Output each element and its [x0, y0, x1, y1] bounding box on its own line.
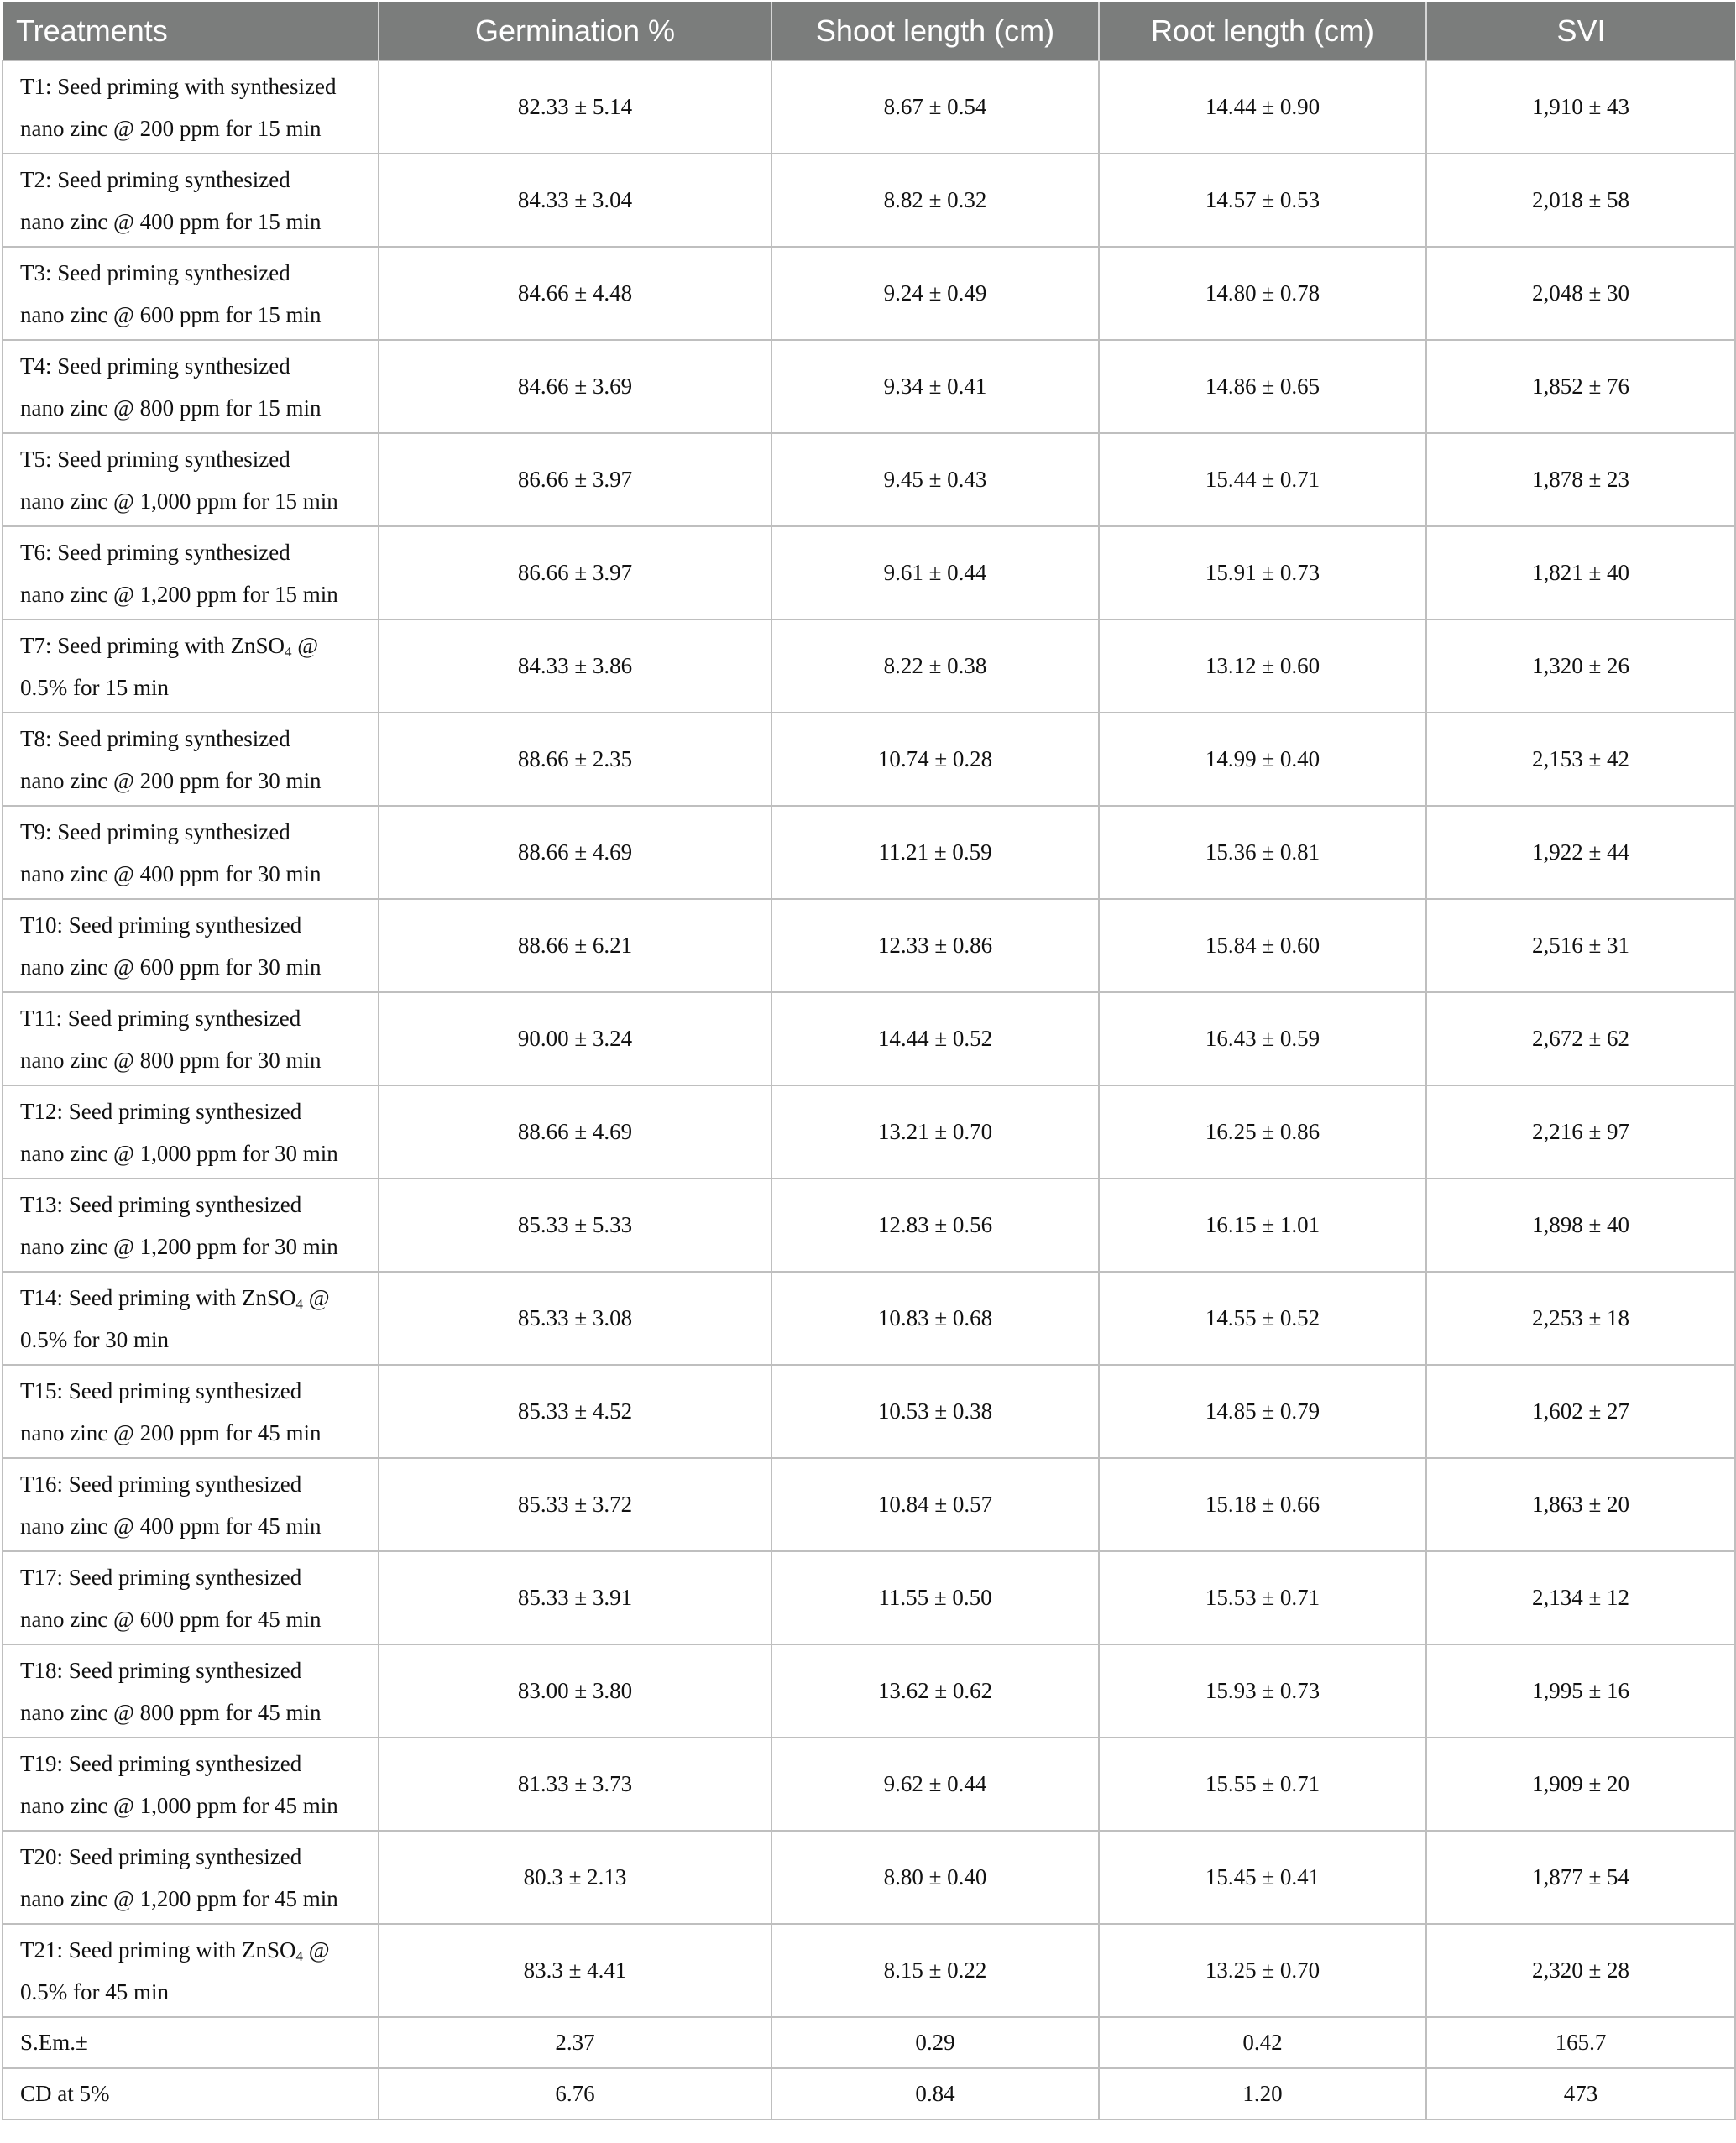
treatment-line1: T8: Seed priming synthesized — [20, 725, 290, 751]
treatment-cell — [3, 1924, 379, 2017]
root-length-cell: 15.44 ± 0.71 — [1099, 433, 1426, 526]
shoot-length-cell: 0.29 — [771, 2017, 1099, 2068]
treatment-line2: nano zinc @ 400 ppm for 30 min — [20, 860, 322, 886]
footer-label: CD at 5% — [3, 2068, 379, 2119]
shoot-length-cell: 11.21 ± 0.59 — [771, 806, 1099, 899]
treatment-line2: nano zinc @ 1,200 ppm for 15 min — [20, 581, 338, 607]
treatment-line1: T5: Seed priming synthesized — [20, 446, 290, 472]
treatment-line2: nano zinc @ 1,000 ppm for 15 min — [20, 488, 338, 514]
treatment-cell — [3, 713, 379, 806]
header-row — [3, 2, 1735, 60]
germination-cell: 84.66 ± 3.69 — [379, 340, 771, 433]
header-root-length: Root length (cm) — [1099, 2, 1426, 60]
treatment-line2: nano zinc @ 800 ppm for 45 min — [20, 1699, 322, 1725]
treatment-line2: nano zinc @ 200 ppm for 15 min — [20, 115, 322, 141]
germination-cell: 88.66 ± 4.69 — [379, 1085, 771, 1179]
svi-cell: 1,909 ± 20 — [1426, 1738, 1735, 1831]
table-row — [3, 899, 1735, 992]
root-length-cell: 14.99 ± 0.40 — [1099, 713, 1426, 806]
germination-cell: 84.33 ± 3.04 — [379, 154, 771, 247]
svi-cell: 1,320 ± 26 — [1426, 619, 1735, 713]
svi-cell: 2,134 ± 12 — [1426, 1551, 1735, 1644]
root-length-cell: 14.44 ± 0.90 — [1099, 60, 1426, 154]
treatment-line2: nano zinc @ 600 ppm for 30 min — [20, 954, 322, 980]
shoot-length-cell: 14.44 ± 0.52 — [771, 992, 1099, 1085]
table-row — [3, 1272, 1735, 1365]
table-row — [3, 992, 1735, 1085]
root-length-cell: 15.45 ± 0.41 — [1099, 1831, 1426, 1924]
svi-cell: 1,878 ± 23 — [1426, 433, 1735, 526]
germination-cell: 88.66 ± 2.35 — [379, 713, 771, 806]
treatment-line1: T11: Seed priming synthesized — [20, 1005, 301, 1031]
svi-cell: 1,602 ± 27 — [1426, 1365, 1735, 1458]
treatment-line1: T14: Seed priming with ZnSO — [20, 1284, 296, 1310]
root-length-cell: 14.80 ± 0.78 — [1099, 247, 1426, 340]
svi-cell: 2,516 ± 31 — [1426, 899, 1735, 992]
treatment-line1: T21: Seed priming with ZnSO — [20, 1937, 296, 1963]
svi-cell: 1,910 ± 43 — [1426, 60, 1735, 154]
svi-cell: 2,153 ± 42 — [1426, 713, 1735, 806]
table-row — [3, 1924, 1735, 2017]
shoot-length-cell: 10.53 ± 0.38 — [771, 1365, 1099, 1458]
treatment-line2: 0.5% for 45 min — [20, 1978, 169, 2004]
germination-cell: 81.33 ± 3.73 — [379, 1738, 771, 1831]
root-length-cell: 16.15 ± 1.01 — [1099, 1179, 1426, 1272]
svi-cell: 1,898 ± 40 — [1426, 1179, 1735, 1272]
treatment-line2: nano zinc @ 600 ppm for 45 min — [20, 1606, 322, 1632]
shoot-length-cell: 8.80 ± 0.40 — [771, 1831, 1099, 1924]
treatment-line2: nano zinc @ 400 ppm for 15 min — [20, 208, 322, 234]
germination-cell: 83.00 ± 3.80 — [379, 1644, 771, 1738]
treatment-line2: 0.5% for 15 min — [20, 674, 169, 700]
table-row — [3, 433, 1735, 526]
table-row — [3, 806, 1735, 899]
footer-label: S.Em.± — [3, 2017, 379, 2068]
shoot-length-cell: 9.24 ± 0.49 — [771, 247, 1099, 340]
treatment-line1: T9: Seed priming synthesized — [20, 818, 290, 844]
germination-cell: 85.33 ± 4.52 — [379, 1365, 771, 1458]
treatment-line1: T10: Seed priming synthesized — [20, 912, 302, 938]
svi-cell: 1,922 ± 44 — [1426, 806, 1735, 899]
germination-cell: 90.00 ± 3.24 — [379, 992, 771, 1085]
root-length-cell: 14.57 ± 0.53 — [1099, 154, 1426, 247]
treatment-line1: T20: Seed priming synthesized — [20, 1843, 302, 1869]
treatment-cell — [3, 806, 379, 899]
treatment-line2: nano zinc @ 800 ppm for 15 min — [20, 395, 322, 421]
table-row — [3, 154, 1735, 247]
root-length-cell: 13.25 ± 0.70 — [1099, 1924, 1426, 2017]
svi-cell: 2,216 ± 97 — [1426, 1085, 1735, 1179]
shoot-length-cell: 12.83 ± 0.56 — [771, 1179, 1099, 1272]
shoot-length-cell: 9.62 ± 0.44 — [771, 1738, 1099, 1831]
germination-cell: 85.33 ± 3.08 — [379, 1272, 771, 1365]
root-length-cell: 15.36 ± 0.81 — [1099, 806, 1426, 899]
shoot-length-cell: 10.84 ± 0.57 — [771, 1458, 1099, 1551]
treatment-cell — [3, 154, 379, 247]
germination-cell: 82.33 ± 5.14 — [379, 60, 771, 154]
treatment-line1: T16: Seed priming synthesized — [20, 1471, 302, 1497]
treatment-cell — [3, 992, 379, 1085]
shoot-length-cell: 8.67 ± 0.54 — [771, 60, 1099, 154]
treatment-line1: T2: Seed priming synthesized — [20, 166, 290, 192]
treatment-cell — [3, 899, 379, 992]
treatment-line1-suffix: @ — [302, 1284, 330, 1310]
root-length-cell: 15.55 ± 0.71 — [1099, 1738, 1426, 1831]
table-row — [3, 340, 1735, 433]
germination-cell: 86.66 ± 3.97 — [379, 433, 771, 526]
treatment-cell — [3, 1738, 379, 1831]
svi-cell: 2,018 ± 58 — [1426, 154, 1735, 247]
svi-cell: 1,877 ± 54 — [1426, 1831, 1735, 1924]
germination-cell: 6.76 — [379, 2068, 771, 2119]
germination-cell: 84.33 ± 3.86 — [379, 619, 771, 713]
treatment-line1-suffix: @ — [302, 1937, 330, 1963]
shoot-length-cell: 10.83 ± 0.68 — [771, 1272, 1099, 1365]
treatment-cell — [3, 60, 379, 154]
root-length-cell: 15.93 ± 0.73 — [1099, 1644, 1426, 1738]
shoot-length-cell: 0.84 — [771, 2068, 1099, 2119]
treatment-line2: 0.5% for 30 min — [20, 1326, 169, 1352]
table-row — [3, 526, 1735, 619]
svi-cell: 2,672 ± 62 — [1426, 992, 1735, 1085]
table-row — [3, 247, 1735, 340]
treatment-cell — [3, 526, 379, 619]
table-row — [3, 1738, 1735, 1831]
table-row — [3, 1458, 1735, 1551]
shoot-length-cell: 13.21 ± 0.70 — [771, 1085, 1099, 1179]
svi-cell: 2,048 ± 30 — [1426, 247, 1735, 340]
table-row — [3, 1365, 1735, 1458]
treatment-cell — [3, 1179, 379, 1272]
germination-cell: 85.33 ± 5.33 — [379, 1179, 771, 1272]
root-length-cell: 15.91 ± 0.73 — [1099, 526, 1426, 619]
germination-cell: 80.3 ± 2.13 — [379, 1831, 771, 1924]
svi-cell: 2,253 ± 18 — [1426, 1272, 1735, 1365]
shoot-length-cell: 12.33 ± 0.86 — [771, 899, 1099, 992]
table-row — [3, 60, 1735, 154]
treatment-cell — [3, 1644, 379, 1738]
svi-cell: 473 — [1426, 2068, 1735, 2119]
treatment-cell — [3, 1458, 379, 1551]
shoot-length-cell: 9.61 ± 0.44 — [771, 526, 1099, 619]
root-length-cell: 14.55 ± 0.52 — [1099, 1272, 1426, 1365]
svi-cell: 1,852 ± 76 — [1426, 340, 1735, 433]
treatment-cell — [3, 1831, 379, 1924]
shoot-length-cell: 9.45 ± 0.43 — [771, 433, 1099, 526]
treatment-line1: T1: Seed priming with synthesized — [20, 73, 337, 99]
table-row — [3, 619, 1735, 713]
germination-cell: 83.3 ± 4.41 — [379, 1924, 771, 2017]
root-length-cell: 14.86 ± 0.65 — [1099, 340, 1426, 433]
svi-cell: 165.7 — [1426, 2017, 1735, 2068]
subscript: 4 — [284, 643, 292, 660]
germination-cell: 85.33 ± 3.91 — [379, 1551, 771, 1644]
shoot-length-cell: 8.22 ± 0.38 — [771, 619, 1099, 713]
treatment-cell — [3, 1551, 379, 1644]
header-shoot-length: Shoot length (cm) — [771, 2, 1099, 60]
treatment-line1: T4: Seed priming synthesized — [20, 353, 290, 379]
shoot-length-cell: 10.74 ± 0.28 — [771, 713, 1099, 806]
table-row — [3, 1831, 1735, 1924]
root-length-cell: 14.85 ± 0.79 — [1099, 1365, 1426, 1458]
treatment-cell — [3, 1365, 379, 1458]
germination-cell: 86.66 ± 3.97 — [379, 526, 771, 619]
treatment-cell — [3, 619, 379, 713]
treatment-line1: T3: Seed priming synthesized — [20, 259, 290, 285]
treatment-line2: nano zinc @ 1,000 ppm for 45 min — [20, 1792, 338, 1818]
svi-cell: 1,863 ± 20 — [1426, 1458, 1735, 1551]
table-row — [3, 713, 1735, 806]
treatment-line1: T18: Seed priming synthesized — [20, 1657, 302, 1683]
svi-cell: 1,995 ± 16 — [1426, 1644, 1735, 1738]
root-length-cell: 16.25 ± 0.86 — [1099, 1085, 1426, 1179]
treatment-cell — [3, 247, 379, 340]
root-length-cell: 15.53 ± 0.71 — [1099, 1551, 1426, 1644]
treatment-line2: nano zinc @ 600 ppm for 15 min — [20, 301, 322, 327]
root-length-cell: 15.84 ± 0.60 — [1099, 899, 1426, 992]
treatment-line2: nano zinc @ 1,200 ppm for 45 min — [20, 1885, 338, 1911]
treatment-cell — [3, 433, 379, 526]
treatment-cell — [3, 1272, 379, 1365]
treatment-line1: T12: Seed priming synthesized — [20, 1098, 302, 1124]
root-length-cell: 1.20 — [1099, 2068, 1426, 2119]
treatment-line1: T15: Seed priming synthesized — [20, 1377, 302, 1403]
germination-cell: 88.66 ± 4.69 — [379, 806, 771, 899]
treatment-line1: T17: Seed priming synthesized — [20, 1564, 302, 1590]
root-length-cell: 13.12 ± 0.60 — [1099, 619, 1426, 713]
germination-cell: 2.37 — [379, 2017, 771, 2068]
table-body — [3, 60, 1735, 2119]
root-length-cell: 0.42 — [1099, 2017, 1426, 2068]
subscript: 4 — [295, 1295, 303, 1312]
footer-row — [3, 2068, 1735, 2119]
table-row — [3, 1179, 1735, 1272]
treatment-line1: T6: Seed priming synthesized — [20, 539, 290, 565]
treatment-line1: T7: Seed priming with ZnSO — [20, 632, 285, 658]
shoot-length-cell: 8.82 ± 0.32 — [771, 154, 1099, 247]
svi-cell: 1,821 ± 40 — [1426, 526, 1735, 619]
treatment-line1-suffix: @ — [291, 632, 319, 658]
shoot-length-cell: 11.55 ± 0.50 — [771, 1551, 1099, 1644]
treatment-line2: nano zinc @ 1,000 ppm for 30 min — [20, 1140, 338, 1166]
shoot-length-cell: 13.62 ± 0.62 — [771, 1644, 1099, 1738]
svi-cell: 2,320 ± 28 — [1426, 1924, 1735, 2017]
subscript: 4 — [295, 1947, 303, 1964]
treatment-line2: nano zinc @ 200 ppm for 45 min — [20, 1419, 322, 1445]
table-row — [3, 1085, 1735, 1179]
shoot-length-cell: 9.34 ± 0.41 — [771, 340, 1099, 433]
header-treatments: Treatments — [3, 2, 379, 60]
footer-row — [3, 2017, 1735, 2068]
germination-cell: 84.66 ± 4.48 — [379, 247, 771, 340]
treatment-line2: nano zinc @ 1,200 ppm for 30 min — [20, 1233, 338, 1259]
table-row — [3, 1551, 1735, 1644]
germination-cell: 85.33 ± 3.72 — [379, 1458, 771, 1551]
treatment-line2: nano zinc @ 800 ppm for 30 min — [20, 1047, 322, 1073]
treatment-line2: nano zinc @ 400 ppm for 45 min — [20, 1513, 322, 1539]
treatment-line1: T13: Seed priming synthesized — [20, 1191, 302, 1217]
root-length-cell: 16.43 ± 0.59 — [1099, 992, 1426, 1085]
root-length-cell: 15.18 ± 0.66 — [1099, 1458, 1426, 1551]
treatment-cell — [3, 340, 379, 433]
treatment-cell — [3, 1085, 379, 1179]
header-svi: SVI — [1426, 2, 1735, 60]
shoot-length-cell: 8.15 ± 0.22 — [771, 1924, 1099, 2017]
table-row — [3, 1644, 1735, 1738]
results-table — [2, 2, 1736, 2120]
treatment-line2: nano zinc @ 200 ppm for 30 min — [20, 767, 322, 793]
header-germination: Germination % — [379, 2, 771, 60]
treatment-line1: T19: Seed priming synthesized — [20, 1750, 302, 1776]
germination-cell: 88.66 ± 6.21 — [379, 899, 771, 992]
